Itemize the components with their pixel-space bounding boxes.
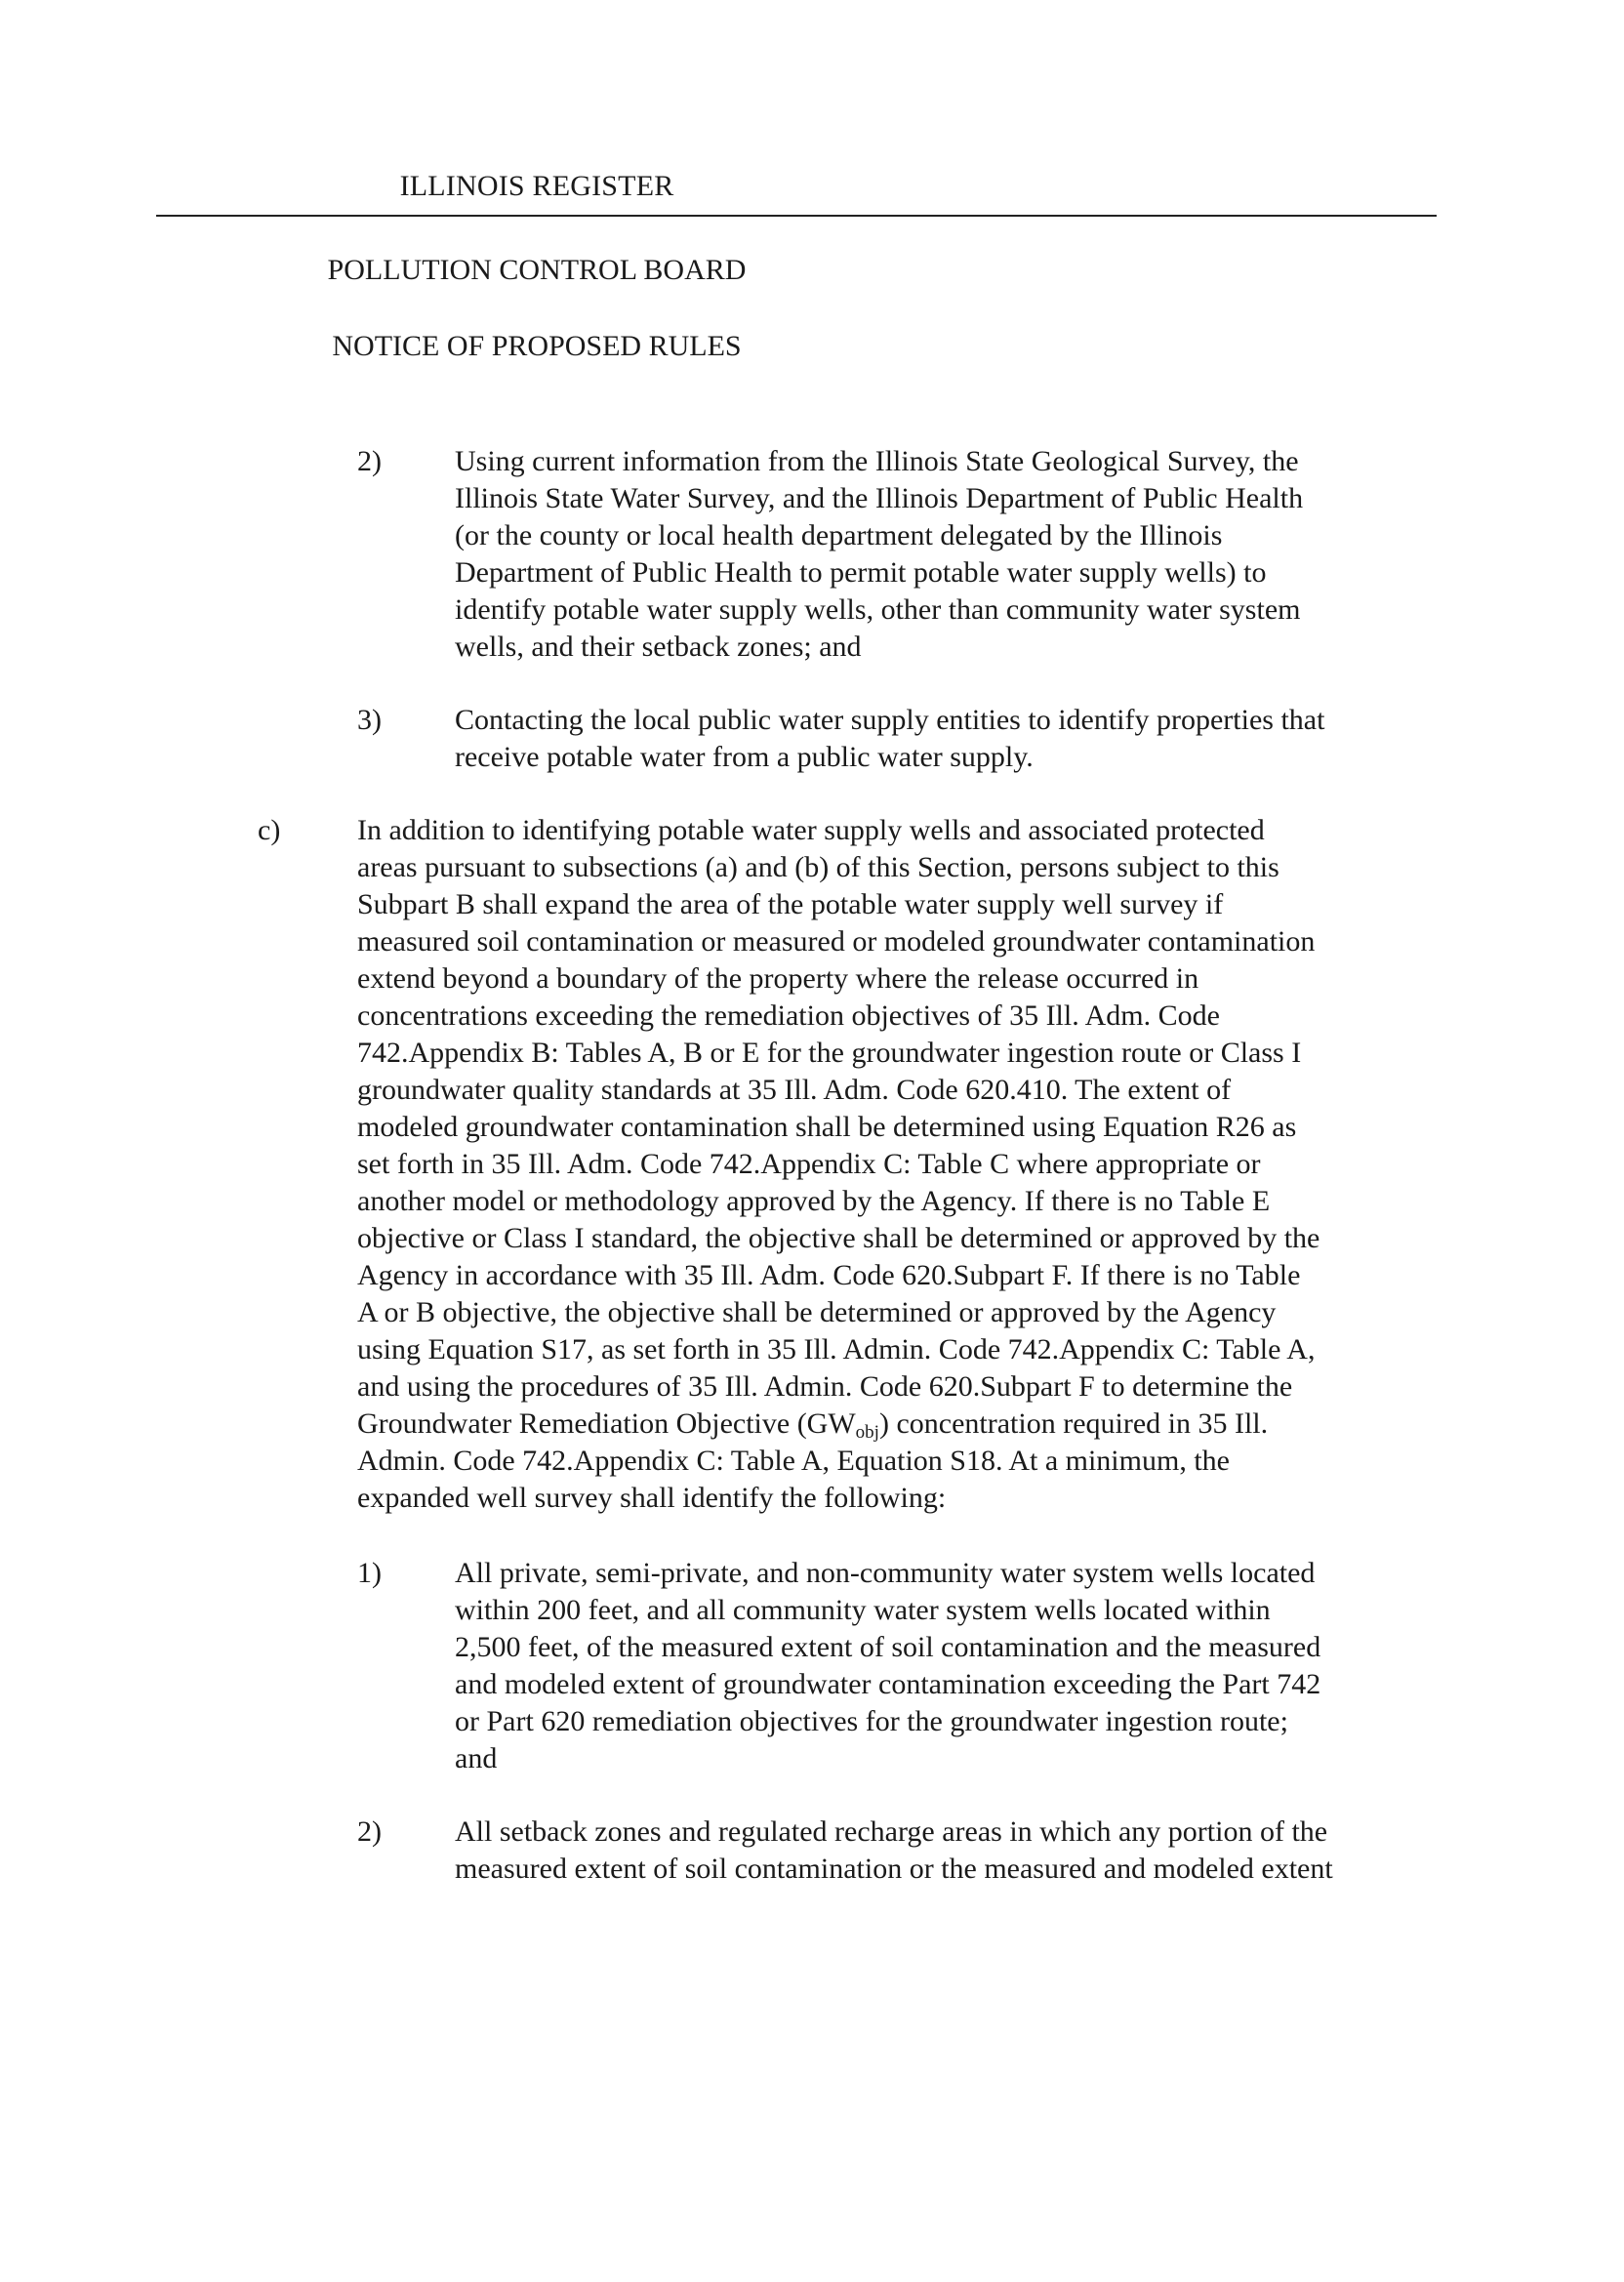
register-title: ILLINOIS REGISTER [399,170,674,202]
item-text: All setback zones and regulated recharge areas in which any portion of the measured extent of soil contamination or the measured and modeled extent [455,1815,1333,1885]
item-text: Using current information from the Illinois State Geological Survey, the Illinois State Water Survey, and the Illinois Department of Public Health (or the county or local health department delegated by the Illinois Department of Public Health to permit potable water supply wells) to identify potable water supply wells, other than community water system wells, and their setback zones; and [455,445,1304,663]
notice-heading: NOTICE OF PROPOSED RULES [332,330,742,362]
board-name: POLLUTION CONTROL BOARD [327,254,747,286]
gw-objective-line: Groundwater Remediation Objective $(GW_{obj})$ concentration required in 35 Ill. [357,1407,1269,1443]
item-number: c) [258,814,281,846]
header-divider [156,215,1437,217]
item-text: All private, semi-private, and non-community water system wells located within 200 feet, and all community water system wells located within 2,500 feet, of the measured extent of soil contamination and the measured and modeled extent of groundwater contamination exceeding the Part 742 or Part 620 remediation objectives for the groundwater ingestion route; and [455,1557,1321,1774]
item-number: 1) [357,1557,382,1589]
item-number: 3) [357,704,382,736]
item-number: 2) [357,1815,382,1848]
item-number: 2) [357,445,382,477]
gw-subscript: obj [855,1422,879,1443]
item-text: Contacting the local public water supply entities to identify properties that receive potable water from a public water supply. [455,704,1325,773]
item-text: In addition to identifying potable water supply wells and associated protected areas pursuant to subsections (a) and (b) of this Section, persons subject to this Subpart B shall expand the area of the potable water supply well survey if measured soil contamination or measured or modeled groundwater contamination extend beyond a boundary of the property where the release occurred in concentrations exceeding the remediation objectives of 35 Ill. Adm. Code 742.Appendix B: Tables A, B or E for the groundwater ingestion route or Class I groundwater quality standards at 35 Ill. Adm. Code 620.410. The extent of modeled groundwater contamination shall be determined using Equation R26 as set forth in 35 Ill. Adm. Code 742.Appendix C: Table C where appropriate or another model or methodology approved by the Agency. If there is no Table E objective or Class I standard, the objective shall be determined or approved by the Agency in accordance with 35 Ill. Adm. Code 620.Subpart F. If there is no Table A or B objective, the objective shall be determined or approved by the Agency using Equation S17, as set forth in 35 Ill. Admin. Code 742.Appendix C: Table A, and using the procedures of 35 Ill. Admin. Code 620.Subpart F to determine the Groundwater Remediation Objective $(GW_{obj})$ concentration required in 35 Ill. Admin. Code 742.Appendix C: Table A, Equation S18. At a minimum, the expanded well survey shall identify the following: [357,812,1441,1517]
